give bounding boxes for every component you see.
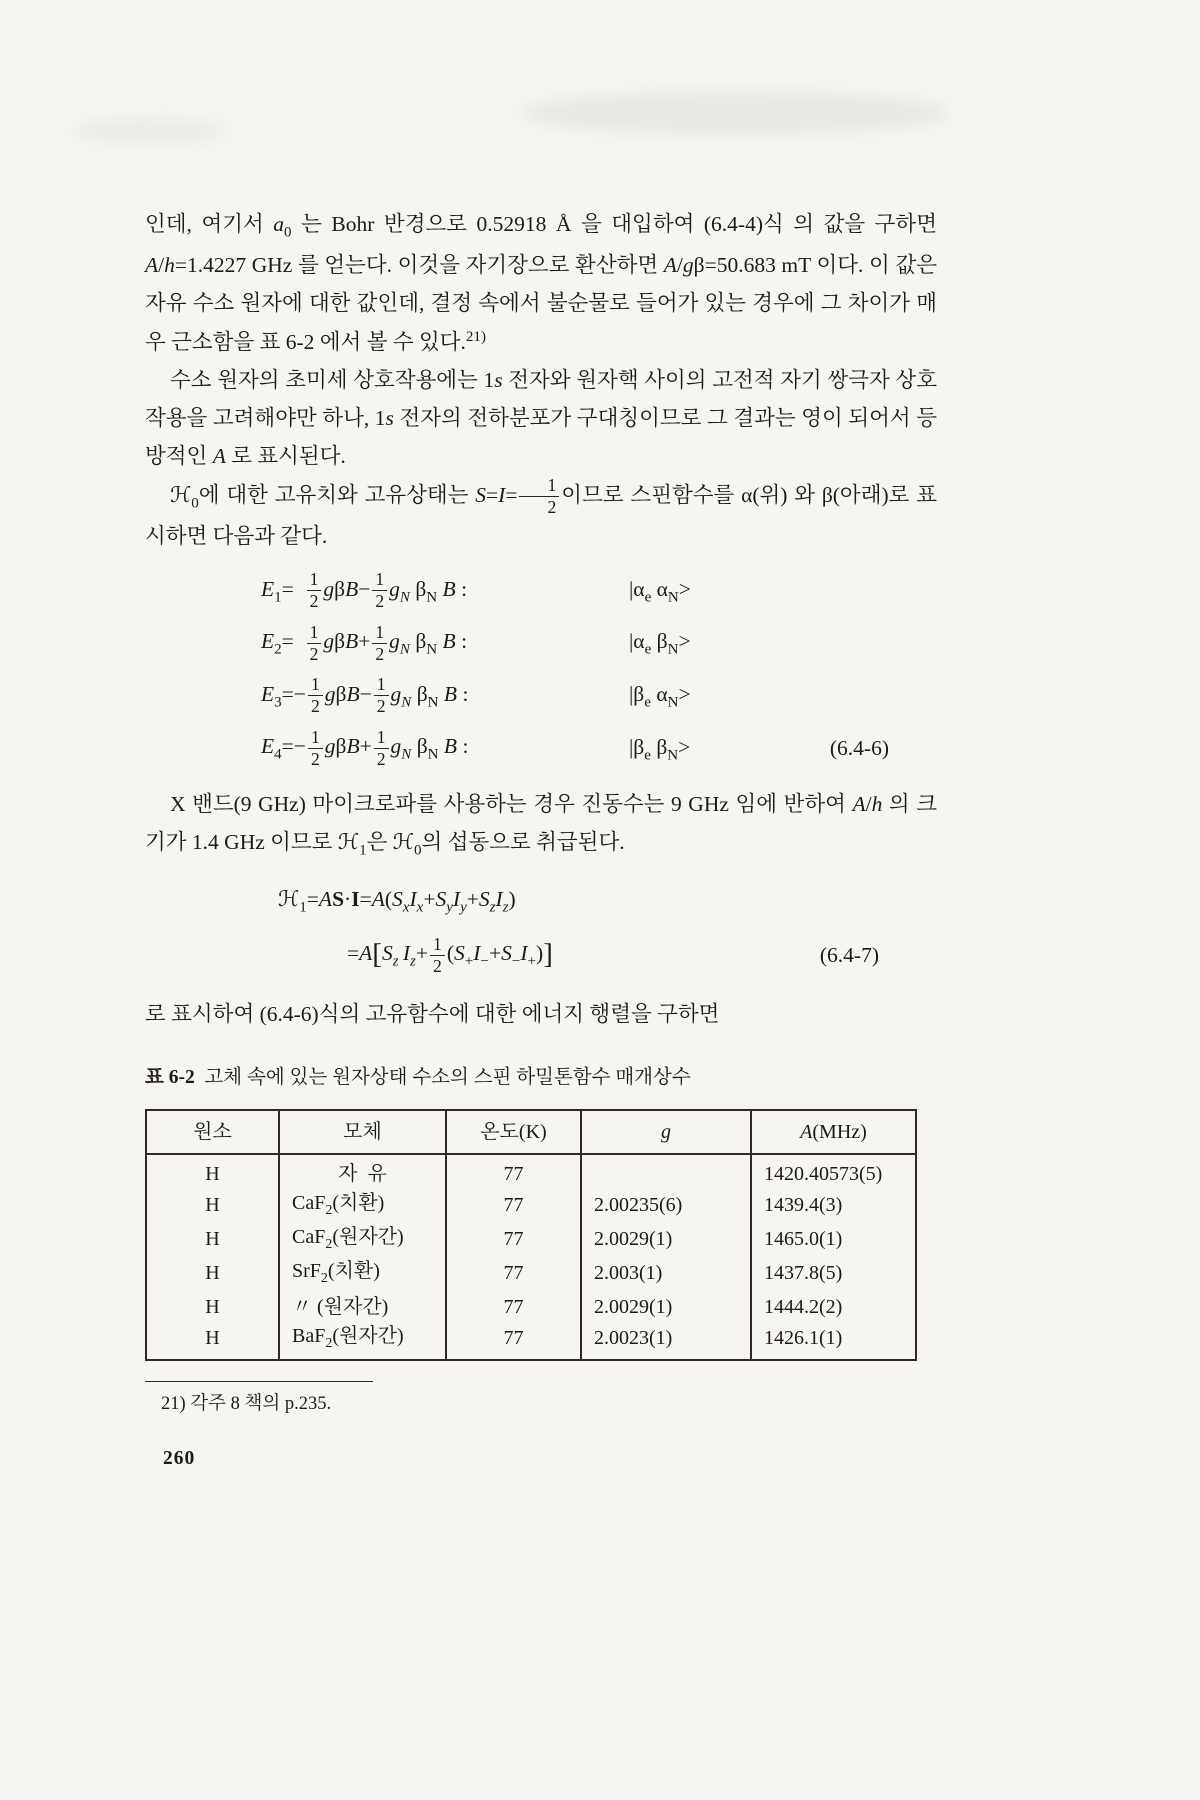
footnote-rule [145, 1381, 373, 1382]
table-row [146, 1290, 916, 1324]
table-caption: 표 6-2 고체 속에 있는 원자상태 수소의 스핀 하밀톤함수 매개상수 [145, 1067, 691, 1089]
equation-ket: $|\beta_e$ $\alpha_N>$ [629, 681, 691, 711]
equation-row-e4 [261, 727, 937, 769]
equation-block-6-4-6 [261, 570, 937, 769]
table-header-row [146, 1110, 916, 1154]
equation-ket: $|\alpha_e$ $\beta_N>$ [629, 629, 691, 658]
equation-expression: $E_3=-$ $\frac{1}{2}$ gβB− $\frac{1}{2}$ $g_N$ $\beta_N$ B : [261, 674, 469, 717]
cell-element: H [205, 1227, 220, 1250]
column-header-temperature: 온도(K) [446, 1110, 581, 1154]
equation-row-h1-line2 [278, 929, 937, 981]
cell-a-mhz: 1439.4(3) [751, 1188, 916, 1222]
scan-artifact [520, 92, 950, 134]
equation-number: (6.4-7) [819, 943, 879, 968]
paragraph-x-band: X 밴드(9 GHz) 마이크로파를 사용하는 경우 진동수는 9 GHz 임에 반하여 A/h 의 크기가 1.4 GHz 이므로 ℋ$_1$은 ℋ$_0$의 섭동으로 취급된다. [145, 791, 937, 859]
equation-ket: $|\alpha_e$ $\alpha_N>$ [629, 576, 691, 606]
column-header-element: 원소 [146, 1110, 279, 1154]
equation-ket: $|\beta_e$ $\beta_N>$ [629, 734, 691, 763]
cell-a-mhz: 1426.1(1) [751, 1324, 916, 1360]
document-page-content [145, 205, 937, 1421]
table-row [146, 1222, 916, 1256]
equation-expression: $E_2=$ $\frac{1}{2}$ gβB+ $\frac{1}{2}$ $g_N$ $\beta_N$ B : [261, 621, 468, 664]
spin-hamiltonian-table [145, 1109, 917, 1361]
cell-g-factor: 2.00235(6) [581, 1188, 751, 1222]
cell-a-mhz: 1465.0(1) [751, 1222, 916, 1256]
cell-g-factor: 2.003(1) [581, 1256, 751, 1290]
equation-expression: $ℋ_1=AS\cdot I=A(S_xI_x+S_yI_y+S_zI_z)$ [278, 887, 516, 916]
cell-element: H [205, 1261, 220, 1284]
cell-temperature: 77 [446, 1154, 581, 1188]
table-row [146, 1188, 916, 1222]
cell-host: BaF$_2$(원자간) [279, 1324, 446, 1360]
table-row [146, 1324, 916, 1360]
cell-temperature: 77 [446, 1290, 581, 1324]
column-header-a-mhz: A(MHz) [751, 1110, 916, 1154]
cell-element: H [205, 1327, 220, 1350]
table-row [146, 1154, 916, 1188]
table-row [146, 1256, 916, 1290]
equation-expression: $=A[S_z$ $I_z+$ $\frac{1}{2}$ $(S_+I_-+S_-I_+)$] [347, 933, 553, 976]
cell-temperature: 77 [446, 1222, 581, 1256]
equation-row-e3 [261, 675, 937, 717]
cell-g-factor [581, 1154, 751, 1188]
cell-element: H [205, 1163, 220, 1186]
column-header-host: 모체 [279, 1110, 446, 1154]
cell-temperature: 77 [446, 1188, 581, 1222]
cell-element: H [205, 1295, 220, 1318]
paragraph-hyperfine: 수소 원자의 초미세 상호작용에는 1s 전자와 원자핵 사이의 고전적 자기 쌍극자 상호작용을 고려해야만 하나, 1s 전자의 전하분포가 구대칭이므로 그 결과는 영이 되어서 등방적인 A 로 표시된다. [145, 367, 937, 469]
cell-host: CaF$_2$(원자간) [279, 1222, 446, 1256]
cell-a-mhz: 1437.8(5) [751, 1256, 916, 1290]
footnote: 21) 각주 8 책의 p.235. [161, 1393, 332, 1414]
cell-element: H [205, 1193, 220, 1216]
cell-host: 자 유 [279, 1154, 446, 1188]
equation-expression: $E_1=$ $\frac{1}{2}$ gβB− $\frac{1}{2}$ $g_N$ $\beta_N$ B : [261, 569, 468, 612]
paragraph-eigenstates: ℋ$_0$에 대한 고유치와 고유상태는 S=I= $\frac{1}{2}$ 이므로 스핀함수를 α(위) 와 β(아래)로 표시하면 다음과 같다. [145, 475, 937, 549]
paragraph-bohr-radius: 인데, 여기서 $a_0$ 는 Bohr 반경으로 0.52918 Å 을 대입하여 (6.4-4)식 의 값을 구하면 A/h=1.4227 GHz 를 얻는다. 이것을 자기장으로 환산하면 A/gβ=50.683 mT 이다. 이 값은 자유 수소 원자에 대한 값인데, 결정 속에서 불순물로 들어가 있는 경우에 그 차이가 매우 근소함을 표 6-2 에서 볼 수 있다.$^{21)}$ [145, 212, 937, 354]
page-number: 260 [163, 1448, 196, 1469]
cell-g-factor: 2.0023(1) [581, 1324, 751, 1360]
equation-row-e2 [261, 622, 937, 664]
scan-artifact [70, 118, 230, 144]
equation-number: (6.4-6) [829, 735, 889, 760]
cell-host: CaF$_2$(치환) [279, 1188, 446, 1222]
cell-host: 〃 (원자간) [279, 1290, 446, 1324]
equation-row-h1 [278, 880, 937, 921]
cell-temperature: 77 [446, 1256, 581, 1290]
equation-expression: $E_4=-$ $\frac{1}{2}$ gβB+ $\frac{1}{2}$ $g_N$ $\beta_N$ B : [261, 726, 469, 769]
cell-g-factor: 2.0029(1) [581, 1222, 751, 1256]
cell-g-factor: 2.0029(1) [581, 1290, 751, 1324]
cell-temperature: 77 [446, 1324, 581, 1360]
equation-block-6-4-7 [278, 880, 937, 981]
cell-host: SrF$_2$(치환) [279, 1256, 446, 1290]
paragraph-energy-matrix: 로 표시하여 (6.4-6)식의 고유함수에 대한 에너지 행렬을 구하면 [145, 1002, 720, 1026]
cell-a-mhz: 1444.2(2) [751, 1290, 916, 1324]
equation-row-e1 [261, 570, 937, 612]
cell-a-mhz: 1420.40573(5) [751, 1154, 916, 1188]
column-header-g-factor: g [581, 1110, 751, 1154]
